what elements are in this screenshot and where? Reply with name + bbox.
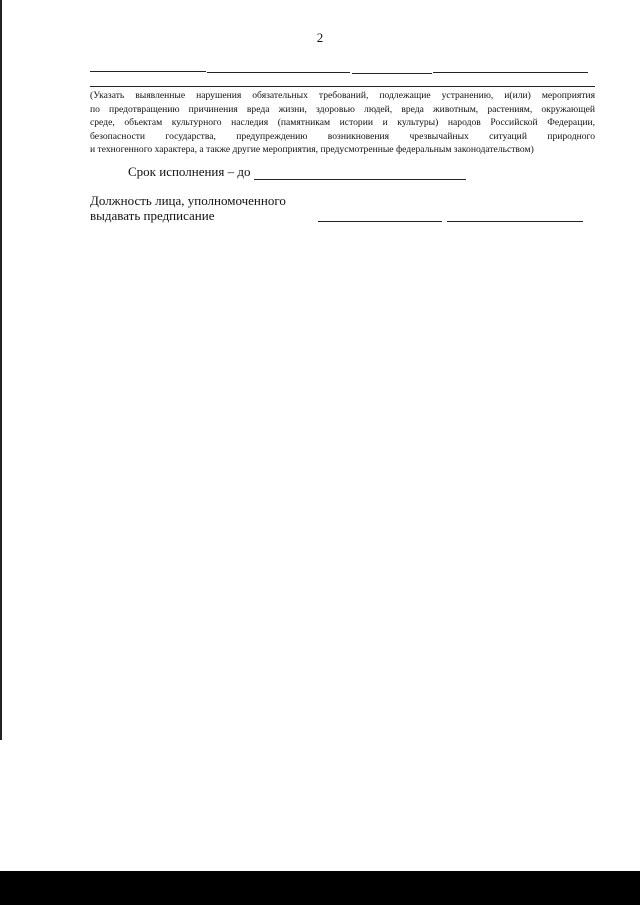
official-position-line: выдавать предписание xyxy=(90,208,215,223)
instruction-line: по предотвращению причинения вреда жизни, здоровью людей, вреда животным, растениям, окружающей xyxy=(90,103,595,115)
violations-blank-line-segment xyxy=(90,71,206,72)
deadline-label: Срок исполнения – до xyxy=(128,164,251,179)
scan-left-edge xyxy=(0,0,2,740)
instruction-line: и техногенного характера, а также другие мероприятия, предусмотренные федеральным законодательством) xyxy=(90,144,534,155)
signature-line-segment[interactable] xyxy=(447,221,583,222)
instruction-line: безопасности государства, предупреждению возникновения чрезвычайных ситуаций природного xyxy=(90,130,595,142)
signature-line-segment[interactable] xyxy=(318,221,442,222)
violations-blank-line-segment xyxy=(207,72,350,73)
instruction-line: (Указать выявленные нарушения обязательных требований, подлежащие устранению, и(или) мероприятия xyxy=(90,90,595,101)
official-position-line: Должность лица, уполномоченного xyxy=(90,193,286,208)
instruction-note xyxy=(90,89,595,157)
violations-blank-line-segment xyxy=(352,73,432,74)
deadline-row xyxy=(128,164,466,180)
official-position-label xyxy=(90,193,286,223)
violations-blank-line xyxy=(90,86,595,87)
page-number: 2 xyxy=(316,30,324,45)
deadline-field[interactable] xyxy=(254,165,466,180)
violations-blank-line-segment xyxy=(433,72,588,73)
scan-bottom-band xyxy=(0,871,640,905)
instruction-line: среде, объектам культурного наследия (памятникам истории и культуры) народов Российской Федерации, xyxy=(90,117,595,128)
